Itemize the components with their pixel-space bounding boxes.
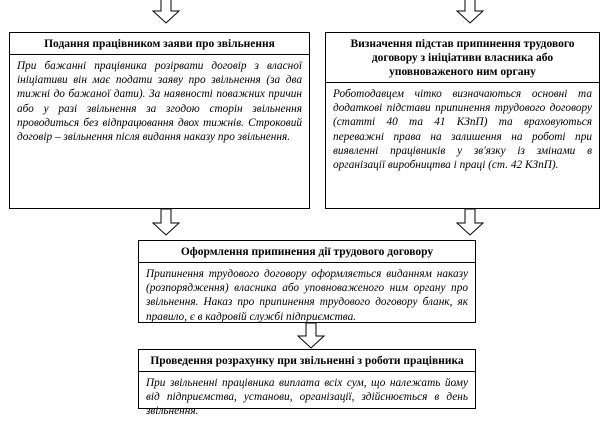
arrow-right-to-middle [456,209,484,236]
node-left-top-body: При бажанні працівника розірвати договір з власної ініціативи він має подати заяву про звільнення (за два тижні до бажаної дати). За наявності поважних причин або у разі звільнення за згодою сторін звільнення проводиться без відпрацювання двох тижнів. Строковий договір – звільнення після видання наказу про звільнення. [17,60,302,144]
node-left-top [9,32,310,209]
node-middle-title: Оформлення припинення дії трудового договору [180,246,434,258]
node-bottom [138,349,476,418]
node-right-top-body: Роботодавцем чітко визначаються основні та додаткові підстави припинення трудового договору (статті 40 та 41 КЗпП) та враховуються переважні права на залишення на роботі при виявленні працівників у зв'язку із змінами в організації виробництва і праці (ст. 42 КЗпП). [333,88,592,172]
node-right-top [325,32,600,209]
node-right-top-title: Визначення підстав припинення трудового договору з ініціативи власника або уповноваженого ним органу [350,38,575,78]
arrow-into-right-top-box [456,0,484,24]
node-middle-body: Припинення трудового договору оформляється виданням наказу (розпорядження) власника або уповноваженого ним органу про звільнення. Наказ про припинення трудового договору бланк, як правило, є в кадровій службі підприємства. [146,268,468,323]
arrow-left-to-middle [152,209,180,236]
node-left-top-title: Подання працівником заяви про звільнення [44,38,275,50]
arrow-into-left-top-box [152,0,180,24]
node-bottom-body: При звільненні працівника виплата всіх сум, що належать йому від підприємства, установи, організації, здійснюється в день звільнення. [146,377,468,418]
arrow-middle-to-bottom [297,323,325,349]
node-middle [138,240,476,323]
node-bottom-title: Проведення розрахунку при звільненні з роботи працівника [150,355,464,367]
